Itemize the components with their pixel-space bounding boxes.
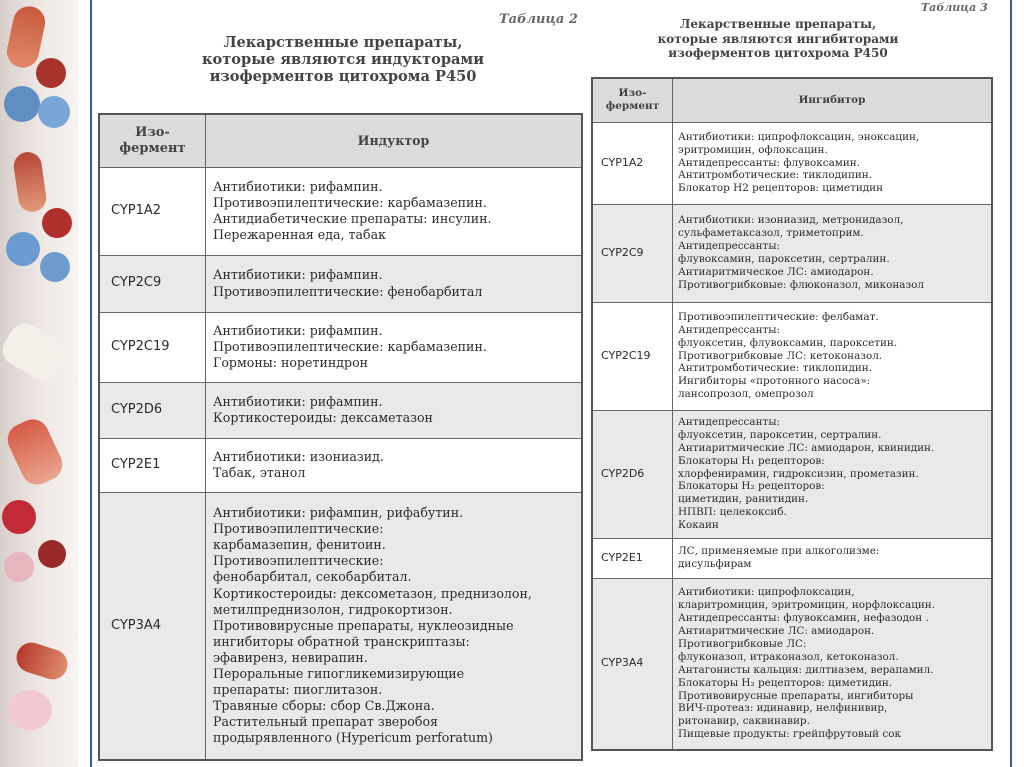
isoenzyme-cell: CYP1A2	[99, 167, 206, 255]
inducer-cell: Антибиотики: рифампин. Кортикостероиды: дексаметазон	[206, 382, 583, 438]
inducer-cell: Антибиотики: рифампин. Противоэпилептические: карбамазепин. Антидиабетические препараты: инсулин. Пережаренная еда, табак	[206, 167, 583, 255]
table-row	[592, 302, 992, 410]
inducer-cell: Антибиотики: изониазид. Табак, этанол	[206, 438, 583, 492]
isoenzyme-cell: CYP2C19	[99, 312, 206, 382]
isoenzyme-cell: CYP2C19	[592, 302, 673, 410]
isoenzyme-cell: CYP2D6	[592, 410, 673, 538]
isoenzyme-cell: CYP1A2	[592, 122, 673, 204]
table-header-row	[592, 78, 992, 122]
table-row	[99, 312, 582, 382]
inhibitor-cell: ЛС, применяемые при алкоголизме: дисульфирам	[673, 538, 993, 578]
table-row	[99, 255, 582, 312]
table-row	[99, 382, 582, 438]
table-header-row	[99, 114, 582, 167]
pill-photo-strip	[0, 0, 78, 767]
isoenzyme-cell: CYP2C9	[592, 204, 673, 302]
inducers-table	[98, 113, 583, 761]
inhibitors-table	[591, 77, 993, 751]
isoenzyme-cell: CYP3A4	[99, 492, 206, 760]
table-row	[592, 204, 992, 302]
inhibitor-cell: Антибиотики: изониазид, метронидазол, сульфаметаксазол, триметоприм. Антидепрессанты: флувоксамин, пароксетин, сертралин. Антиаритмическое ЛС: амиодарон. Противогрибковые: флюконазол, миконазол	[673, 204, 993, 302]
inhibitor-cell: Антидепрессанты: флуоксетин, пароксетин, сертралин. Антиаритмические ЛС: амиодарон, квинидин. Блокаторы Н₁ рецепторов: хлорфенирамин, гидроксизин, прометазин. Блокаторы Н₂ рецепторов: циметидин, ранитидин. НПВП: целекоксиб. Кокаин	[673, 410, 993, 538]
table-row	[592, 578, 992, 750]
isoenzyme-cell: CYP2C9	[99, 255, 206, 312]
slide-frame-left	[90, 0, 92, 767]
table-row	[99, 167, 582, 255]
table2-title: Лекарственные препараты, которые являются индукторами изоферментов цитохрома Р450	[201, 34, 485, 85]
inhibitor-cell: Антибиотики: ципрофлоксацин, кларитромицин, эритромицин, норфлоксацин. Антидепрессанты: флувоксамин, нефазодон . Антиаритмические ЛС: амиодарон. Противогрибковые ЛС: флуконазол, итраконазол, кетоконазол. Антагонисты кальция: дилтиазем, верапамил. Блокаторы Н₂ рецепторов: циметидин. Противовирусные препараты, ингибиторы ВИЧ-протеаз: идинавир, нелфинивир, ритонавир, саквинавир. Пищевые продукты: грейпфрутовый сок	[673, 578, 993, 750]
isoenzyme-cell: CYP2E1	[592, 538, 673, 578]
slide-frame-right	[1010, 0, 1012, 767]
table-row	[99, 438, 582, 492]
isoenzyme-cell: CYP2E1	[99, 438, 206, 492]
table-row	[592, 122, 992, 204]
isoenzyme-cell: CYP2D6	[99, 382, 206, 438]
isoenzyme-header: Изо- фермент	[99, 114, 206, 167]
table3-number: Таблица 3	[921, 1, 988, 14]
inducer-cell: Антибиотики: рифампин. Противоэпилептические: карбамазепин. Гормоны: норетиндрон	[206, 312, 583, 382]
inhibitor-cell: Антибиотики: ципрофлоксацин, эноксацин, эритромицин, офлоксацин. Антидепрессанты: флувоксамин. Антитромботические: тиклодипин. Блокатор Н2 рецепторов: циметидин	[673, 122, 993, 204]
inducer-cell: Антибиотики: рифампин. Противоэпилептические: фенобарбитал	[206, 255, 583, 312]
table-row	[99, 492, 582, 760]
inducer-header: Индуктор	[206, 114, 583, 167]
inhibitor-header: Ингибитор	[673, 78, 993, 122]
table-row	[592, 410, 992, 538]
isoenzyme-header: Изо- фермент	[592, 78, 673, 122]
table-row	[592, 538, 992, 578]
table3-title: Лекарственные препараты, которые являются ингибиторами изоферментов цитохрома Р450	[657, 17, 899, 60]
isoenzyme-cell: CYP3A4	[592, 578, 673, 750]
inducer-cell: Антибиотики: рифампин, рифабутин. Противоэпилептические: карбамазепин, фенитоин. Противоэпилептические: фенобарбитал, секобарбитал. Кортикостероиды: дексометазон, преднизолон, метилпреднизолон, гидрокортизон. Противовирусные препараты, нуклеозидные ингибиторы обратной транскриптазы: эфавиренз, невирапин. Пероральные гипогликемизирующие препараты: пиоглитазон. Травяные сборы: сбор Св.Джона. Растительный препарат зверобоя продырявленного (Hypericum perforatum)	[206, 492, 583, 760]
table2-number: Таблица 2	[499, 12, 578, 27]
inhibitor-cell: Противоэпилептические: фелбамат. Антидепрессанты: флуоксетин, флувоксамин, пароксетин. Противогрибковые ЛС: кетоконазол. Антитромботические: тиклопидин. Ингибиторы «протонного насоса»: лансопрозол, омепрозол	[673, 302, 993, 410]
